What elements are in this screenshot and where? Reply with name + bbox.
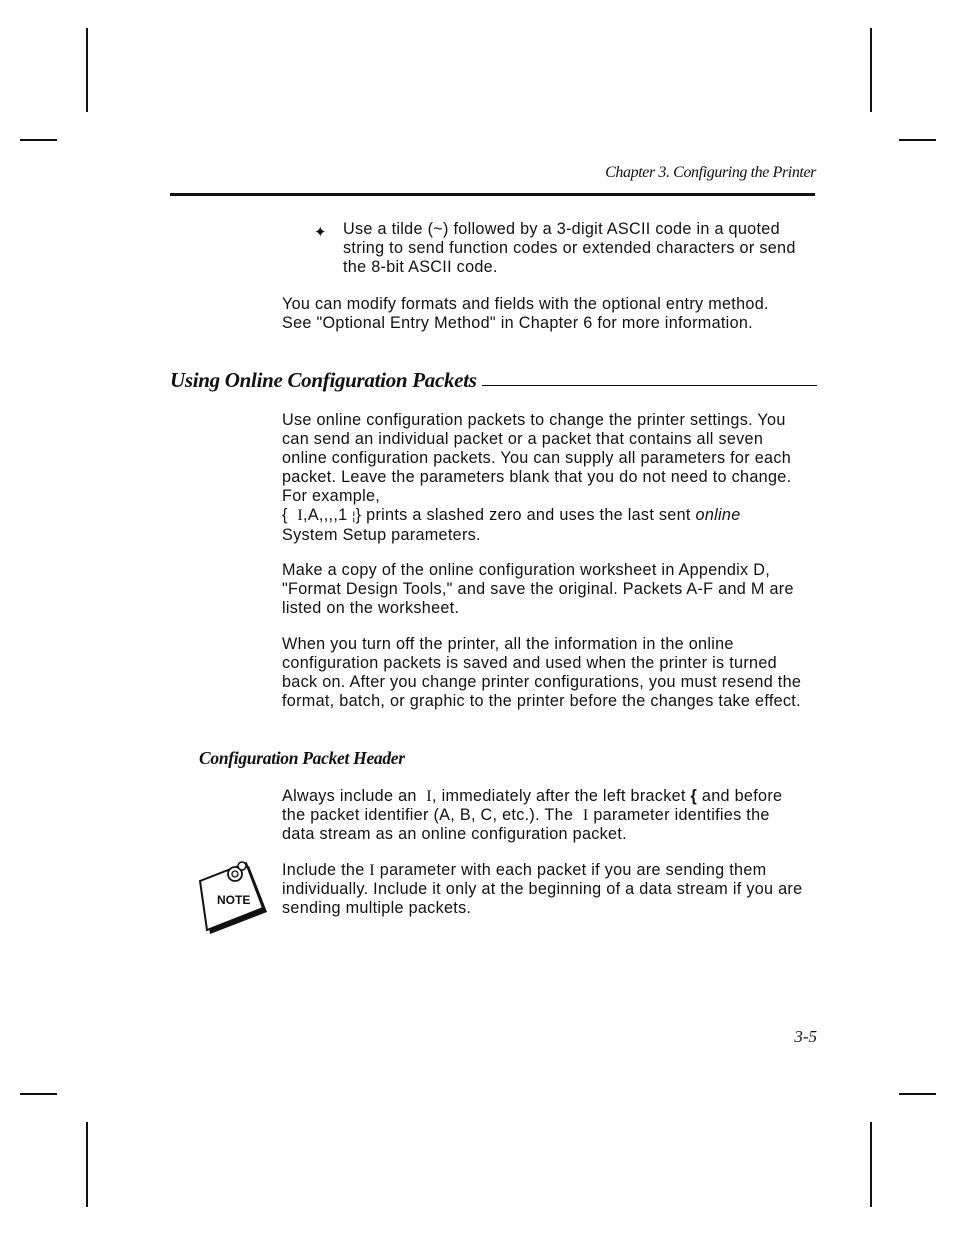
code-i-parameter: I [426, 787, 432, 805]
paragraph-worksheet: Make a copy of the online configuration worksheet in Appendix D, "Format Design Tools," and save the original. Packets A-F and M are listed on the worksheet. [282, 561, 794, 617]
section-title: Using Online Configuration Packets [170, 368, 477, 392]
paragraph-packet-header [282, 787, 807, 844]
italic-text: online [695, 506, 741, 524]
note-icon-label: NOTE [217, 893, 251, 907]
crop-mark-top-right-vertical [870, 28, 872, 112]
crop-mark-top-left-horizontal [20, 139, 57, 141]
paragraph-online-packets [282, 411, 812, 545]
bullet-text: Use a tilde (~) followed by a 3-digit ASCII code in a quoted string to send function codes or extended characters or send the 8-bit ASCII code. [343, 220, 796, 276]
paragraph-text: Use online configuration packets to change the printer settings. You can send an individual packet or a packet that contains all seven online configuration packets. You can supply all parameters for each packet. Leave the parameters blank that you do not need to change. For example, [282, 411, 792, 505]
section-heading [170, 368, 817, 393]
crop-mark-top-left-vertical [86, 28, 88, 112]
paragraph-text: , immediately after the left bracket [431, 787, 691, 805]
code-i-parameter: I [297, 506, 304, 524]
left-bracket-symbol: { [690, 787, 698, 805]
crop-mark-bottom-left-vertical [86, 1122, 88, 1207]
crop-mark-bottom-right-horizontal [899, 1093, 936, 1095]
bullet-mark: ✦ [314, 224, 327, 241]
paragraph-text: parameter identifies the data stream as an online configuration packet. [282, 806, 770, 843]
paragraph-entry-method: You can modify formats and fields with the optional entry method. See "Optional Entry Method" in Chapter 6 for more information. [282, 295, 769, 332]
note-paragraph [282, 861, 807, 918]
example-code [282, 506, 361, 524]
paragraph-text: prints a slashed zero and uses the last sent [361, 506, 696, 524]
code-i-parameter: I [369, 861, 375, 879]
header-rule [170, 193, 815, 196]
crop-mark-top-right-horizontal [899, 139, 936, 141]
code-i-parameter: I [582, 806, 589, 824]
code-separator: ¦ [352, 509, 356, 523]
code-parameters: ,A,,,,1 [303, 506, 348, 524]
code-bracket-close: } [355, 506, 362, 524]
note-icon [197, 860, 271, 936]
paragraph-text: and before the packet identifier (A, B, C, etc.). The [282, 787, 783, 824]
running-head: Chapter 3. Configuring the Printer [605, 164, 816, 181]
paragraph-text: Always include an [282, 787, 422, 805]
paragraph-text: parameter with each packet if you are sending them individually. Include it only at the beginning of a data stream if you are sending multiple packets. [282, 861, 803, 917]
crop-mark-bottom-right-vertical [870, 1122, 872, 1207]
paragraph-power-off: When you turn off the printer, all the information in the online configuration packets is saved and used when the printer is turned back on. After you change printer configurations, you must resend the format, batch, or graphic to the printer before the changes take effect. [282, 635, 802, 710]
paragraph-text: System Setup parameters. [282, 526, 481, 544]
crop-mark-bottom-left-horizontal [20, 1093, 57, 1095]
section-heading-rule [482, 385, 817, 387]
code-bracket-open: { [282, 506, 288, 524]
subsection-title: Configuration Packet Header [199, 748, 405, 768]
page-number: 3-5 [794, 1027, 817, 1046]
paragraph-text: Include the [282, 861, 370, 879]
